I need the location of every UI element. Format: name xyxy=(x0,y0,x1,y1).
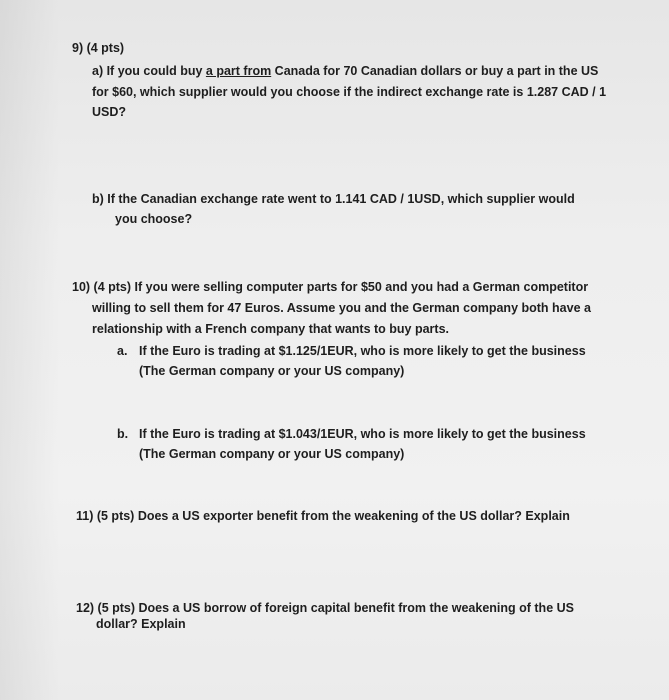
q9-header: 9) (4 pts) xyxy=(72,41,125,55)
q9a-line1-start: a) If you could buy xyxy=(92,64,206,78)
q10a-line1: If the Euro is trading at $1.125/1EUR, who is more likely to get the business xyxy=(139,344,586,358)
q12-line2: dollar? Explain xyxy=(96,617,186,631)
page-shadow xyxy=(0,0,60,700)
q10-line1: 10) (4 pts) If you were selling computer parts for $50 and you had a German competitor xyxy=(72,280,589,294)
q10-line2: willing to sell them for 47 Euros. Assume you and the German company both have a xyxy=(92,301,591,315)
q9a-line1-end: Canada for 70 Canadian dollars or buy a part in the US xyxy=(271,64,599,78)
q10b-line2: (The German company or your US company) xyxy=(139,447,405,461)
q10b-line1: If the Euro is trading at $1.043/1EUR, who is more likely to get the business xyxy=(139,427,586,441)
q9a-line2: for $60, which supplier would you choose if the indirect exchange rate is 1.287 CAD / 1 xyxy=(92,85,607,99)
q9a-line1 xyxy=(92,61,598,81)
q10a-marker: a. xyxy=(117,344,128,358)
q10a-line2: (The German company or your US company) xyxy=(139,364,405,378)
q11-line1: 11) (5 pts) Does a US exporter benefit from the weakening of the US dollar? Explain xyxy=(76,509,570,523)
q12-line1: 12) (5 pts) Does a US borrow of foreign capital benefit from the weakening of the US xyxy=(76,601,574,615)
q10b-marker: b. xyxy=(117,427,129,441)
q9b-line2: you choose? xyxy=(115,212,193,226)
q9a-line3: USD? xyxy=(92,105,127,119)
q9b-line1: b) If the Canadian exchange rate went to 1.141 CAD / 1USD, which supplier would xyxy=(92,192,575,206)
q10-line3: relationship with a French company that wants to buy parts. xyxy=(92,322,449,336)
q9a-underlined-text: a part from xyxy=(205,64,272,78)
